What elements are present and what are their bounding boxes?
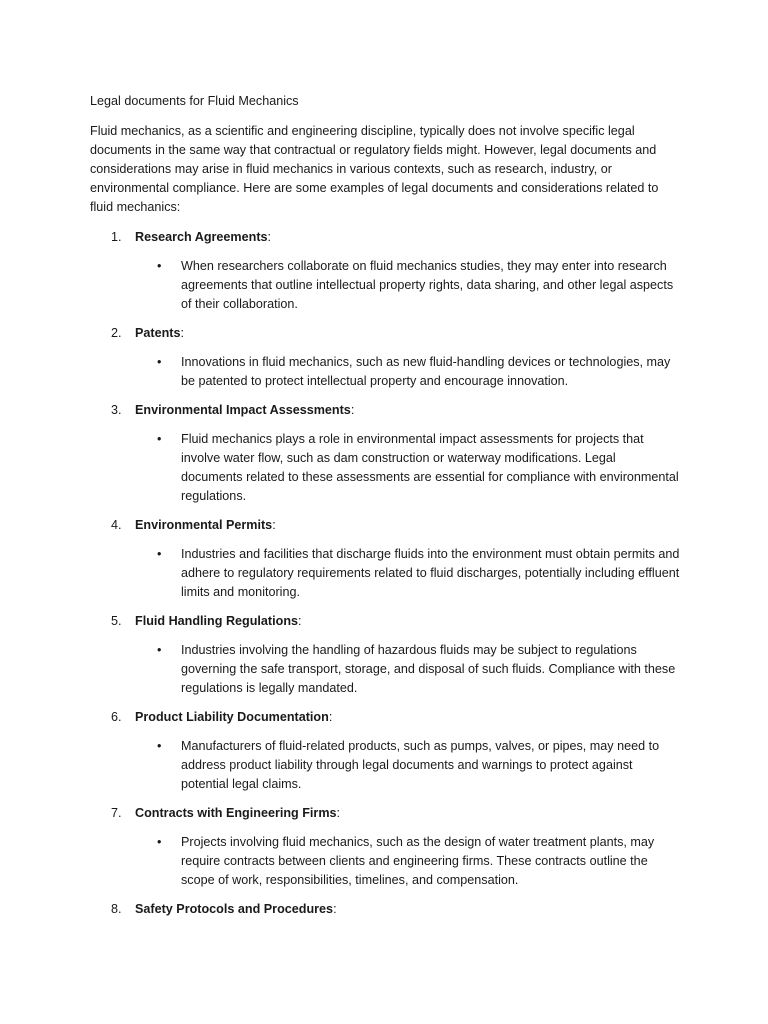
- bullet-item: [90, 833, 680, 890]
- item-title-colon: :: [333, 902, 337, 916]
- list-item: [90, 708, 680, 794]
- item-title-colon: :: [350, 403, 355, 417]
- item-title-colon: :: [298, 614, 302, 628]
- bullet-item: [90, 545, 680, 602]
- bullet-text: Innovations in fluid mechanics, such as new fluid-handling devices or technologies, may be patented to protect intellectual property and encourage innovation.: [181, 355, 671, 388]
- list-item: [90, 401, 680, 506]
- document-body: [90, 92, 680, 929]
- item-title: Fluid Handling Regulations: [135, 614, 299, 628]
- item-title: Product Liability Documentation: [135, 710, 329, 724]
- bullet-item: [90, 737, 680, 794]
- list-item: [90, 804, 680, 890]
- bullet-item: [90, 257, 680, 314]
- item-title: Environmental Impact Assessments: [135, 403, 351, 417]
- document-title: Legal documents for Fluid Mechanics: [90, 94, 299, 108]
- item-heading: [90, 708, 680, 727]
- list-item: [90, 516, 680, 602]
- item-title-colon: :: [336, 806, 341, 820]
- item-number: 5.: [111, 614, 122, 628]
- item-title-colon: :: [328, 710, 333, 724]
- bullet-list: [90, 737, 680, 794]
- bullet-icon: •: [157, 739, 162, 753]
- list-item: [90, 612, 680, 698]
- bullet-list: [90, 257, 680, 314]
- bullet-text: Industries and facilities that discharge fluids into the environment must obtain permits and adhere to regulatory requirements related to fluid discharges, potentially including effluent limits and monitoring.: [181, 547, 680, 599]
- bullet-item: [90, 641, 680, 698]
- bullet-icon: •: [157, 355, 162, 369]
- item-number: 2.: [111, 326, 122, 340]
- bullet-icon: •: [157, 643, 162, 657]
- item-heading: [90, 900, 680, 919]
- bullet-list: [90, 545, 680, 602]
- item-number: 4.: [111, 518, 122, 532]
- bullet-item: [90, 430, 680, 506]
- item-title: Research Agreements: [135, 230, 268, 244]
- bullet-icon: •: [157, 835, 162, 849]
- list-item: [90, 324, 680, 391]
- item-heading: [90, 401, 680, 420]
- item-heading: [90, 516, 680, 535]
- item-title: Contracts with Engineering Firms: [135, 806, 337, 820]
- bullet-icon: •: [157, 547, 162, 561]
- item-title-colon: :: [180, 326, 184, 340]
- bullet-item: [90, 353, 680, 391]
- numbered-list: [90, 228, 680, 919]
- bullet-icon: •: [157, 259, 162, 273]
- item-number: 1.: [111, 230, 122, 244]
- bullet-icon: •: [157, 432, 162, 446]
- bullet-text: When researchers collaborate on fluid mechanics studies, they may enter into research agreements that outline intellectual property rights, data sharing, and other legal aspects of their collaboration.: [181, 259, 674, 311]
- list-item: [90, 900, 680, 919]
- item-number: 7.: [111, 806, 122, 820]
- bullet-list: [90, 641, 680, 698]
- bullet-text: Manufacturers of fluid-related products, such as pumps, valves, or pipes, may need to address product liability through legal documents and warnings to protect against potential legal claims.: [181, 739, 660, 791]
- bullet-text: Projects involving fluid mechanics, such as the design of water treatment plants, may require contracts between clients and engineering firms. These contracts outline the scope of work, responsibilities, timelines, and compensation.: [181, 835, 655, 887]
- bullet-text: Industries involving the handling of hazardous fluids may be subject to regulations governing the safe transport, storage, and disposal of such fluids. Compliance with these regulations is legally mandated.: [181, 643, 676, 695]
- bullet-text: Fluid mechanics plays a role in environmental impact assessments for projects that involve water flow, such as dam construction or waterway modifications. Legal documents related to these assessments are essential for compliance with environmental regulations.: [181, 432, 679, 503]
- item-heading: [90, 612, 680, 631]
- item-title: Environmental Permits: [135, 518, 273, 532]
- item-title: Patents: [135, 326, 181, 340]
- item-number: 8.: [111, 902, 122, 916]
- item-title: Safety Protocols and Procedures: [135, 902, 334, 916]
- bullet-list: [90, 353, 680, 391]
- item-title-colon: :: [272, 518, 276, 532]
- item-number: 6.: [111, 710, 122, 724]
- item-number: 3.: [111, 403, 122, 417]
- intro-paragraph: Fluid mechanics, as a scientific and engineering discipline, typically does not involve specific legal documents in the same way that contractual or regulatory fields might. However, legal documents and considerations may arise in fluid mechanics in various contexts, such as research, industry, or environmental compliance. Here are some examples of legal documents and considerations related to fluid mechanics:: [90, 124, 659, 214]
- item-title-colon: :: [267, 230, 272, 244]
- item-heading: [90, 324, 680, 343]
- bullet-list: [90, 430, 680, 506]
- item-heading: [90, 804, 680, 823]
- list-item: [90, 228, 680, 314]
- bullet-list: [90, 833, 680, 890]
- item-heading: [90, 228, 680, 247]
